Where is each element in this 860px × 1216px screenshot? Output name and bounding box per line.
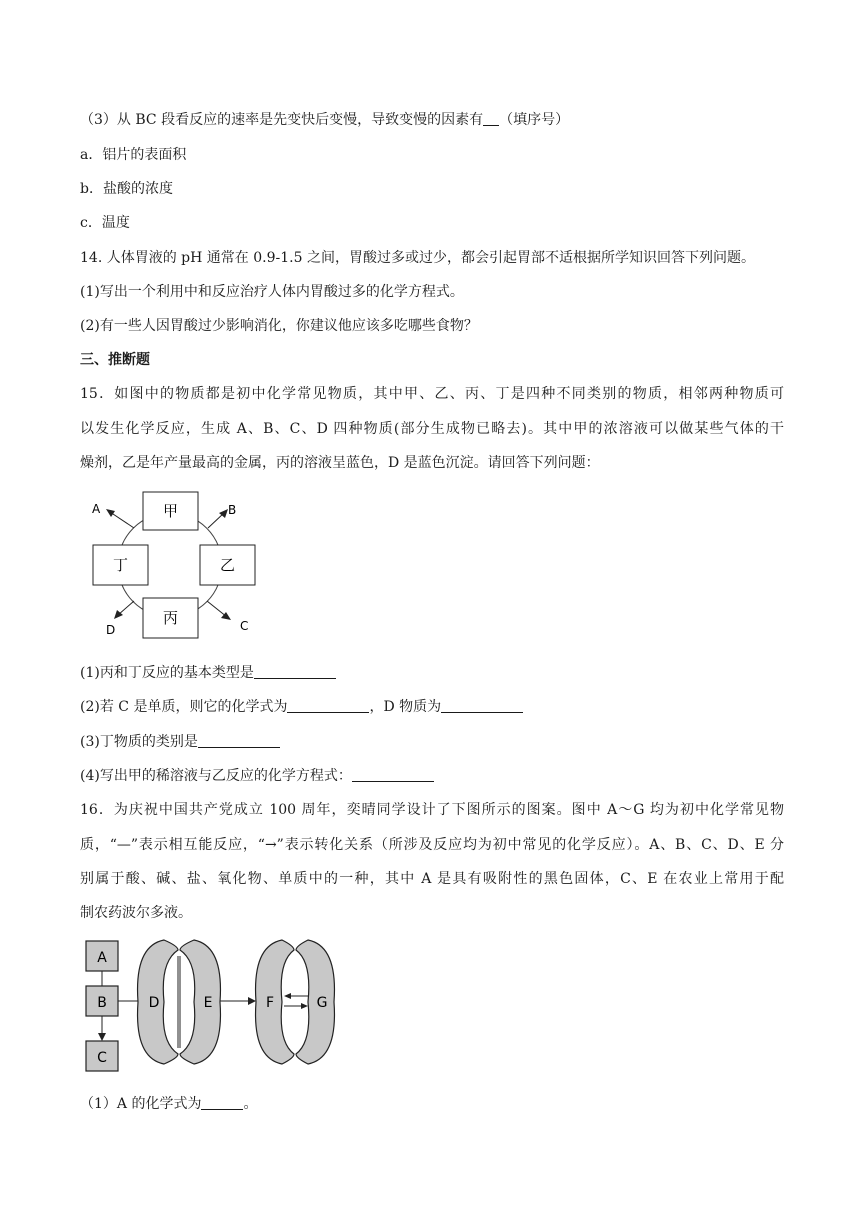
product-b-label: B: [228, 503, 237, 517]
section-heading: 三、推断题: [80, 352, 150, 368]
answer-blank[interactable]: [287, 697, 369, 713]
svg-text:B: B: [97, 995, 107, 1011]
product-a-label: A: [92, 502, 101, 516]
q14-part1: (1)写出一个利用中和反应治疗人体内胃酸过多的化学方程式。: [80, 284, 464, 300]
q15-part2: (2)若 C 是单质，则它的化学式为 ，D 物质为: [80, 697, 523, 717]
svg-text:G: G: [316, 995, 328, 1011]
answer-blank[interactable]: [254, 663, 336, 679]
q16-stem-line-3: 别属于酸、碱、盐、氧化物、单质中的一种，其中 A 是具有吸附性的黑色固体，C、E 在农业上常用于配: [80, 871, 784, 887]
q16-part1: （1）A 的化学式为 。: [80, 1096, 258, 1112]
arc-g: [296, 940, 334, 1064]
q15-part4: (4)写出甲的稀溶液与乙反应的化学方程式：: [80, 766, 434, 786]
answer-blank[interactable]: [441, 697, 523, 713]
answer-blank[interactable]: [201, 1094, 243, 1110]
square-a: [86, 941, 118, 971]
q15-stem-line-3: 燥剂，乙是年产量最高的金属，丙的溶液呈蓝色，D 是蓝色沉淀。请回答下列问题：: [80, 455, 600, 471]
svg-text:丁: 丁: [112, 556, 129, 574]
svg-text:C: C: [97, 1050, 107, 1066]
box-bing: [143, 598, 198, 638]
q13-option-b: b．盐酸的浓度: [80, 181, 173, 197]
box-jia: [143, 492, 198, 530]
svg-text:甲: 甲: [162, 502, 179, 520]
product-c-label: C: [240, 619, 249, 633]
square-c: [86, 1041, 118, 1071]
answer-blank[interactable]: [483, 110, 499, 126]
box-yi: [200, 545, 255, 585]
q14-stem: 14. 人体胃液的 pH 通常在 0.9-1.5 之间，胃酸过多或过少，都会引起胃部不适根据所学知识回答下列问题。: [80, 250, 755, 266]
q13-option-c: c．温度: [80, 215, 130, 231]
q16-stem-line-1: 16．为庆祝中国共产党成立 100 周年，奕晴同学设计了下图所示的图案。图中 A～G 均为初中化学常见物: [80, 802, 784, 818]
arc-f: [256, 940, 294, 1064]
q13-part3-stem: （3）从 BC 段看反应的速率是先变快后变慢，导致变慢的因素有 （填序号）: [80, 112, 570, 128]
q14-part2: (2)有一些人因胃酸过少影响消化，你建议他应该多吃哪些食物？: [80, 318, 478, 334]
q15-part1: (1)丙和丁反应的基本类型是: [80, 663, 336, 683]
q13-option-a: a．铝片的表面积: [80, 147, 187, 163]
answer-blank[interactable]: [198, 732, 280, 748]
arc-d: [138, 940, 178, 1064]
svg-text:乙: 乙: [219, 556, 236, 574]
svg-text:丙: 丙: [162, 609, 179, 627]
q15-part3: (3)丁物质的类别是: [80, 732, 280, 752]
q16-stem-line-4: 制农药波尔多液。: [80, 905, 192, 921]
q16-party-emblem-diagram: [82, 938, 348, 1078]
product-d-label: D: [106, 623, 116, 637]
answer-blank[interactable]: [352, 766, 434, 782]
q15-reaction-diagram: [82, 488, 272, 648]
q16-stem-line-2: 质，“—”表示相互能反应，“→”表示转化关系（所涉及反应均为初中常见的化学反应）。A、B、C、D、E 分: [80, 837, 784, 853]
q15-stem-line-2: 以发生化学反应，生成 A、B、C、D 四种物质(部分生成物已略去)。其中甲的浓溶液可以做某些气体的干: [80, 421, 784, 437]
q15-stem-line-1: 15．如图中的物质都是初中化学常见物质，其中甲、乙、丙、丁是四种不同类别的物质，相邻两种物质可: [80, 386, 784, 402]
svg-text:A: A: [97, 950, 107, 966]
box-ding: [93, 545, 148, 585]
square-b: [86, 986, 118, 1016]
arc-e: [180, 940, 220, 1064]
svg-text:E: E: [203, 995, 213, 1011]
svg-text:D: D: [148, 995, 160, 1011]
svg-text:F: F: [265, 995, 275, 1011]
